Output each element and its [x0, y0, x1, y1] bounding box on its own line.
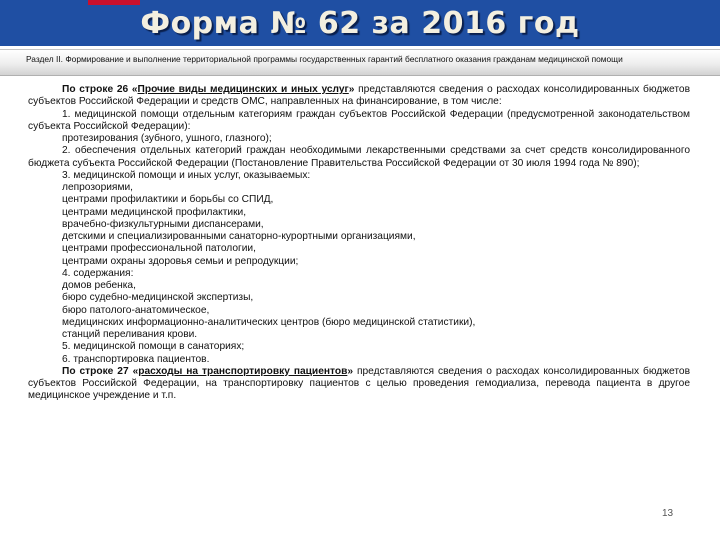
page-number: 13 — [662, 508, 674, 519]
list-item: 5. медицинской помощи в санаториях; — [62, 341, 245, 353]
list-item: станций переливания крови. — [62, 329, 198, 340]
list-item: центрами медицинской профилактики, — [62, 206, 247, 218]
list-item: центрами профессиональной патологии, — [62, 243, 256, 255]
list-item: центрами профилактики и борьбы со СПИД, — [62, 194, 274, 206]
list-item: лепрозориями, — [62, 182, 133, 193]
list-item: медицинских информационно-аналитических центров (бюро медицинской статистики), — [62, 316, 476, 328]
list-item: детскими и специализированными санаторно-курортными организациями, — [62, 231, 416, 242]
list-item: врачебно-физкультурными диспансерами, — [62, 218, 264, 230]
list-item: центрами охраны здоровья семьи и репродукции; — [62, 255, 299, 267]
title-banner — [0, 0, 720, 46]
list-item: 3. медицинской помощи и иных услуг, оказываемых: — [62, 169, 311, 181]
list-item: бюро судебно-медицинской экспертизы, — [62, 292, 254, 304]
row-26-text: представляются сведения о расходах консолидированных бюджетов субъектов Российской Федерации и средств ОМС, направленных на финансирование, в том числе: — [28, 84, 690, 108]
list-item: 4. содержания: — [62, 267, 134, 279]
section-heading: Раздел II. Формирование и выполнение территориальной программы государственных гарантий бесплатного оказания гражданам медицинской помощи — [0, 49, 720, 76]
list-item: 6. транспортировка пациентов. — [62, 353, 210, 365]
document-body — [28, 84, 690, 403]
paragraph-row-26 — [28, 84, 690, 109]
row-26-lead: По строке 26 «Прочие виды медицинских и иных услуг» — [62, 84, 355, 95]
list-item: домов ребенка, — [62, 280, 136, 291]
page-title: Форма № 62 за 2016 год — [140, 5, 580, 41]
row-27-lead: По строке 27 «расходы на транспортировку пациентов» — [62, 365, 354, 377]
row-27-text: представляются сведения о расходах консолидированных бюджетов субъектов Российской Федерации, на транспортировку пациентов с целью проведения гемодиализа, перевода пациента в другое медицинское учреждение и т.п. — [28, 365, 690, 402]
paragraph-row-27 — [28, 366, 690, 403]
list-item: протезирования (зубного, ушного, глазного); — [62, 133, 272, 144]
list-item: 1. медицинской помощи отдельным категориям граждан субъектов Российской Федерации (предусмотренной законодательством субъекта Российской Федерации): — [28, 108, 690, 132]
list-item: 2. обеспечения отдельных категорий граждан необходимыми лекарственными средствами за счет средств консолидированного бюджета субъекта Российской Федерации (Постановление Правительства Российской Федерации от 30 июля 1994 года № 890); — [28, 145, 690, 169]
accent-tab — [88, 0, 140, 5]
list-item: бюро патолого-анатомическое, — [62, 304, 210, 316]
